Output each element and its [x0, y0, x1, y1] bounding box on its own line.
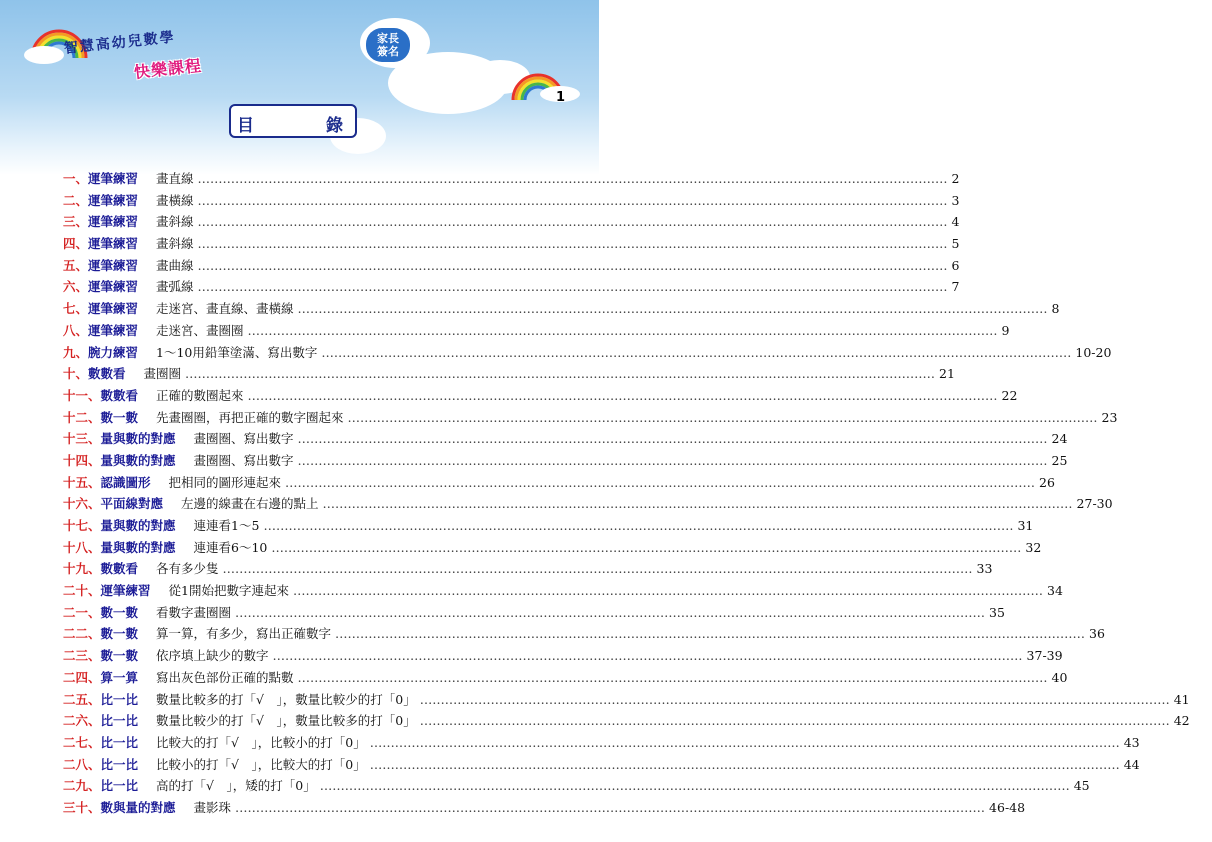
toc-description: 畫橫線	[156, 192, 194, 208]
toc-page: 22	[1001, 387, 1018, 403]
toc-leader-dots: ………………………………………………………………………………………………………………………………………………………………	[185, 366, 936, 382]
toc-leader-dots: ………………………………………………………………………………………………………………………………………………………………	[247, 387, 998, 403]
toc-leader-dots: ………………………………………………………………………………………………………………………………………………………………	[285, 474, 1036, 490]
toc-category: 數一數	[100, 409, 139, 425]
toc-title-char2: 錄	[326, 116, 343, 136]
toc-leader-dots: ………………………………………………………………………………………………………………………………………………………………	[197, 214, 948, 230]
toc-row[interactable]	[63, 581, 1063, 603]
toc-page: 6	[951, 257, 960, 273]
toc-number: 十五、	[63, 474, 101, 490]
toc-page: 24	[1051, 431, 1068, 447]
toc-leader-dots: ………………………………………………………………………………………………………………………………………………………………	[297, 669, 1048, 685]
toc-description: 先畫圈圈，再把正確的數字圈起來	[156, 409, 344, 425]
toc-number: 二十、	[63, 583, 101, 599]
toc-page: 42	[1173, 713, 1190, 729]
toc-number: 二三、	[63, 648, 101, 664]
toc-row[interactable]	[63, 473, 1055, 495]
toc-description: 畫斜線	[156, 214, 194, 230]
toc-category: 量與數的對應	[100, 539, 176, 555]
toc-description: 走迷宮、畫直線、畫橫線	[156, 301, 294, 317]
toc-description: 比較大的打「√ 」，比較小的打「0」	[156, 734, 366, 750]
toc-page: 32	[1025, 539, 1042, 555]
toc-row[interactable]	[63, 755, 1140, 777]
toc-number: 二八、	[63, 756, 101, 772]
toc-description: 高的打「√ 」，矮的打「0」	[156, 778, 316, 794]
toc-leader-dots: ………………………………………………………………………………………………………………………………………………………………	[263, 518, 1014, 533]
toc-category: 運筆練習	[88, 322, 139, 338]
toc-page: 7	[951, 279, 960, 295]
toc-category: 比一比	[100, 691, 139, 707]
toc-leader-dots: ………………………………………………………………………………………………………………………………………………………………	[222, 561, 973, 577]
toc-leader-dots: ………………………………………………………………………………………………………………………………………………………………	[347, 409, 1098, 425]
toc-category: 平面線對應	[100, 496, 164, 512]
toc-description: 寫出灰色部份正確的點數	[156, 669, 294, 685]
toc-row[interactable]	[63, 603, 1005, 625]
toc-row[interactable]	[63, 234, 960, 256]
toc-row[interactable]	[63, 256, 960, 278]
toc-category: 運筆練習	[88, 301, 139, 317]
toc-row[interactable]	[63, 386, 1018, 408]
toc-page: 9	[1001, 322, 1010, 338]
toc-page: 33	[976, 561, 993, 577]
toc-number: 十七、	[63, 518, 101, 533]
toc-leader-dots: ………………………………………………………………………………………………………………………………………………………………	[297, 301, 1048, 317]
toc-leader-dots: ………………………………………………………………………………………………………………………………………………………………	[197, 171, 948, 186]
toc-leader-dots: ………………………………………………………………………………………………………………………………………………………………	[419, 691, 1170, 707]
toc-category: 量與數的對應	[100, 452, 176, 468]
toc-category: 數一數	[100, 626, 139, 642]
toc-category: 數一數	[100, 648, 139, 664]
toc-page: 34	[1047, 583, 1063, 599]
toc-leader-dots: ………………………………………………………………………………………………………………………………………………………………	[369, 734, 1120, 750]
toc-page: 41	[1173, 691, 1190, 707]
toc-row[interactable]	[63, 668, 1068, 690]
toc-page: 2	[951, 171, 960, 186]
toc-number: 二、	[63, 192, 89, 208]
toc-row[interactable]	[63, 408, 1118, 430]
toc-row[interactable]	[63, 169, 960, 191]
toc-row[interactable]	[63, 538, 1042, 560]
toc-row[interactable]	[63, 343, 1112, 365]
toc-number: 三、	[63, 214, 89, 230]
toc-leader-dots: ………………………………………………………………………………………………………………………………………………………………	[197, 192, 948, 208]
toc-page: 36	[1089, 626, 1105, 642]
toc-description: 依序填上缺少的數字	[156, 648, 269, 664]
toc-number: 六、	[63, 279, 89, 295]
toc-leader-dots: ………………………………………………………………………………………………………………………………………………………………	[297, 452, 1048, 468]
toc-category: 運筆練習	[100, 583, 151, 599]
toc-leader-dots: ………………………………………………………………………………………………………………………………………………………………	[197, 236, 948, 252]
toc-row[interactable]	[63, 429, 1068, 451]
toc-page: 45	[1073, 778, 1090, 794]
toc-description: 從1開始把數字連起來	[168, 583, 289, 599]
toc-row[interactable]	[63, 776, 1090, 798]
toc-description: 連連看1～5	[193, 518, 260, 533]
toc-row[interactable]	[63, 690, 1190, 712]
toc-description: 畫弧線	[156, 279, 194, 295]
toc-description: 把相同的圖形連起來	[168, 474, 282, 490]
toc-description: 正確的數圈起來	[156, 387, 244, 403]
toc-leader-dots: ………………………………………………………………………………………………………………………………………………………………	[419, 713, 1170, 729]
toc-number: 十一、	[63, 387, 101, 403]
toc-number: 二六、	[63, 713, 101, 729]
toc-leader-dots: ………………………………………………………………………………………………………………………………………………………………	[197, 257, 948, 273]
toc-description: 畫圈圈、寫出數字	[193, 452, 294, 468]
toc-description: 畫直線	[156, 171, 194, 186]
toc-page: 3	[951, 192, 960, 208]
toc-number: 二二、	[63, 626, 101, 642]
toc-category: 算一算	[100, 669, 139, 685]
toc-category: 比一比	[100, 734, 139, 750]
toc-category: 運筆練習	[88, 236, 139, 252]
toc-description: 走迷宮、畫圈圈	[156, 322, 244, 338]
toc-category: 運筆練習	[88, 192, 139, 208]
toc-page: 21	[939, 366, 955, 382]
toc-number: 八、	[63, 322, 89, 338]
toc-page: 44	[1123, 756, 1140, 772]
cloud-left	[24, 46, 64, 64]
toc-description: 畫影珠	[193, 799, 232, 815]
toc-number: 三十、	[63, 799, 101, 815]
toc-number: 二四、	[63, 669, 101, 685]
toc-page: 43	[1123, 734, 1140, 750]
toc-number: 十三、	[63, 431, 101, 447]
brand-line2: 快樂課程	[133, 55, 203, 82]
toc-category: 數一數	[100, 604, 139, 620]
toc-page: 5	[951, 236, 960, 252]
toc-leader-dots: ………………………………………………………………………………………………………………………………………………………………	[322, 496, 1073, 512]
toc-category: 比一比	[100, 778, 139, 794]
toc-number: 二七、	[63, 734, 101, 750]
toc-row[interactable]	[63, 624, 1105, 646]
toc-number: 二五、	[63, 691, 101, 707]
toc-category: 運筆練習	[88, 171, 139, 186]
toc-description: 畫圈圈、寫出數字	[193, 431, 294, 447]
toc-number: 十四、	[63, 452, 101, 468]
parent-sign-line2: 簽名	[377, 45, 399, 58]
toc-page: 35	[989, 604, 1005, 620]
toc-row[interactable]	[63, 321, 1010, 343]
toc-description: 數量比較多的打「√ 」，數量比較少的打「0」	[156, 691, 416, 707]
toc-page: 25	[1051, 452, 1068, 468]
toc-page: 40	[1051, 669, 1068, 685]
toc-category: 量與數的對應	[100, 431, 176, 447]
toc-leader-dots: ………………………………………………………………………………………………………………………………………………………………	[335, 626, 1086, 642]
toc-title-box	[229, 104, 357, 138]
toc-category: 量與數的對應	[100, 518, 176, 533]
toc-page: 8	[1051, 301, 1060, 317]
toc-row[interactable]	[63, 646, 1063, 668]
toc-leader-dots: ………………………………………………………………………………………………………………………………………………………………	[321, 344, 1072, 360]
toc-description: 連連看6～10	[193, 539, 268, 555]
toc-leader-dots: ………………………………………………………………………………………………………………………………………………………………	[293, 583, 1043, 599]
table-of-contents	[63, 169, 1190, 820]
toc-row[interactable]	[63, 711, 1190, 733]
toc-leader-dots: ………………………………………………………………………………………………………………………………………………………………	[197, 279, 948, 295]
toc-number: 十二、	[63, 409, 101, 425]
toc-page: 26	[1039, 474, 1055, 490]
toc-category: 數數看	[88, 366, 126, 382]
toc-category: 運筆練習	[88, 257, 139, 273]
toc-number: 一、	[63, 171, 89, 186]
toc-row[interactable]	[63, 364, 955, 386]
toc-category: 數數看	[100, 387, 139, 403]
toc-description: 看數字畫圈圈	[156, 604, 232, 620]
toc-category: 比一比	[100, 713, 139, 729]
toc-description: 算一算，有多少，寫出正確數字	[156, 626, 332, 642]
toc-page: 4	[951, 214, 960, 230]
toc-description: 左邊的線畫在右邊的點上	[181, 496, 319, 512]
toc-number: 七、	[63, 301, 89, 317]
toc-number: 十九、	[63, 561, 101, 577]
toc-page: 46-48	[989, 799, 1026, 815]
toc-category: 腕力練習	[88, 344, 139, 360]
toc-row[interactable]	[63, 516, 1034, 538]
toc-description: 比較小的打「√ 」，比較大的打「0」	[156, 756, 366, 772]
toc-row[interactable]	[63, 733, 1140, 755]
toc-leader-dots: ………………………………………………………………………………………………………………………………………………………………	[271, 539, 1022, 555]
toc-leader-dots: ………………………………………………………………………………………………………………………………………………………………	[235, 799, 986, 815]
toc-description: 數量比較少的打「√ 」，數量比較多的打「0」	[156, 713, 416, 729]
brand-title	[63, 29, 203, 83]
toc-row[interactable]	[63, 277, 960, 299]
toc-number: 五、	[63, 257, 89, 273]
toc-number: 二一、	[63, 604, 101, 620]
toc-number: 十八、	[63, 539, 101, 555]
toc-row[interactable]	[63, 559, 993, 581]
toc-description: 畫圈圈	[143, 366, 182, 382]
toc-row[interactable]	[63, 451, 1068, 473]
page-number: 1	[556, 90, 566, 105]
toc-description: 畫曲線	[156, 257, 194, 273]
toc-leader-dots: ………………………………………………………………………………………………………………………………………………………………	[297, 431, 1048, 447]
toc-number: 十六、	[63, 496, 101, 512]
toc-category: 認識圖形	[100, 474, 151, 490]
toc-leader-dots: ………………………………………………………………………………………………………………………………………………………………	[319, 778, 1070, 794]
toc-leader-dots: ………………………………………………………………………………………………………………………………………………………………	[247, 322, 998, 338]
toc-number: 十、	[63, 366, 89, 382]
toc-number: 二九、	[63, 778, 101, 794]
toc-row[interactable]	[63, 299, 1060, 321]
toc-row[interactable]	[63, 798, 1026, 820]
toc-description: 1～10用鉛筆塗滿、寫出數字	[156, 344, 318, 360]
toc-row[interactable]	[63, 494, 1113, 516]
parent-signature-badge	[366, 28, 410, 62]
toc-row[interactable]	[63, 212, 960, 234]
toc-category: 運筆練習	[88, 279, 139, 295]
toc-category: 數與量的對應	[100, 799, 176, 815]
toc-leader-dots: ………………………………………………………………………………………………………………………………………………………………	[235, 604, 986, 620]
toc-category: 數數看	[100, 561, 139, 577]
toc-category: 比一比	[100, 756, 139, 772]
toc-number: 四、	[63, 236, 89, 252]
toc-number: 九、	[63, 344, 89, 360]
toc-leader-dots: ………………………………………………………………………………………………………………………………………………………………	[272, 648, 1023, 664]
toc-page: 10-20	[1075, 344, 1112, 360]
toc-category: 運筆練習	[88, 214, 139, 230]
toc-description: 各有多少隻	[156, 561, 219, 577]
toc-description: 畫斜線	[156, 236, 194, 252]
toc-title-char1: 目	[237, 116, 254, 136]
brand-line1: 智慧高幼兒數學	[63, 29, 177, 57]
toc-row[interactable]	[63, 191, 960, 213]
toc-page: 27-30	[1076, 496, 1113, 512]
toc-page: 23	[1101, 409, 1118, 425]
toc-leader-dots: ………………………………………………………………………………………………………………………………………………………………	[369, 756, 1120, 772]
parent-sign-line1: 家長	[377, 32, 399, 45]
toc-page: 37-39	[1026, 648, 1063, 664]
toc-page: 31	[1017, 518, 1034, 533]
